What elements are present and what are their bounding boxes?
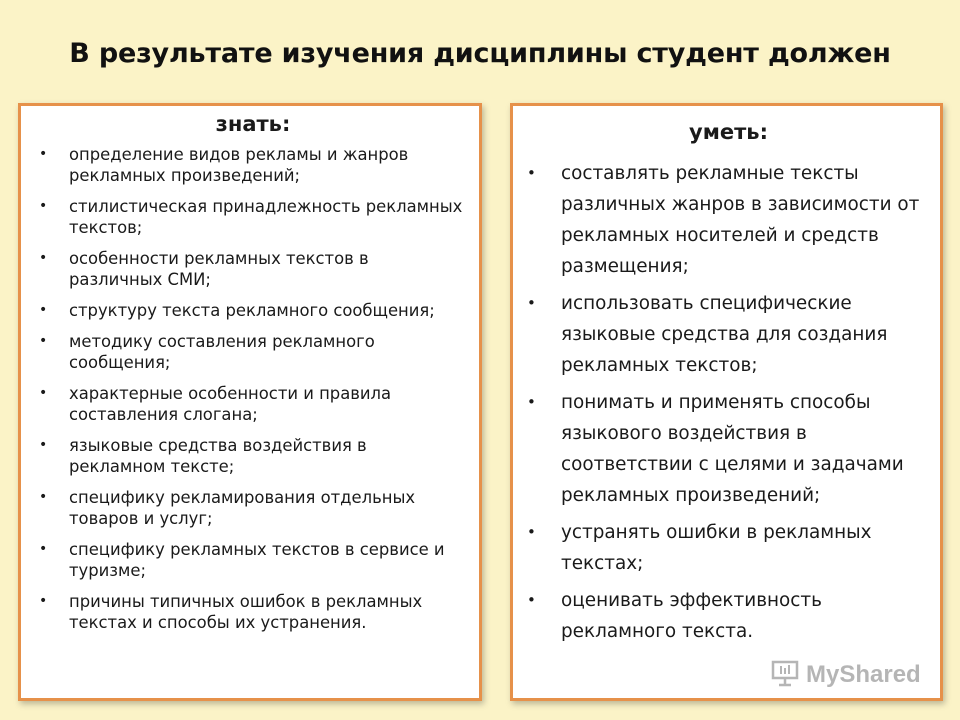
can-list-item	[527, 585, 930, 647]
know-item-text: особенности рекламных текстов в различных СМИ;	[69, 249, 369, 289]
presentation-board-icon	[770, 658, 800, 692]
know-list-item	[39, 331, 467, 373]
bullet-icon: •	[527, 523, 536, 541]
bullet-icon: •	[39, 302, 48, 318]
can-list-item	[527, 288, 930, 381]
bullet-icon: •	[527, 393, 536, 411]
can-list	[527, 158, 930, 647]
bullet-icon: •	[527, 294, 536, 312]
know-list-item	[39, 248, 467, 290]
bullet-icon: •	[39, 333, 48, 349]
know-item-text: специфику рекламных текстов в сервисе и туризме;	[69, 540, 445, 580]
know-heading: знать:	[215, 112, 291, 136]
know-list-item	[39, 591, 467, 633]
bullet-icon: •	[39, 250, 48, 266]
watermark-text: MyShared	[806, 661, 921, 688]
know-list-item	[39, 144, 467, 186]
bullet-icon: •	[39, 489, 48, 505]
know-list-item	[39, 435, 467, 477]
know-item-text: специфику рекламирования отдельных товаров и услуг;	[69, 488, 416, 528]
bullet-icon: •	[39, 437, 48, 453]
know-item-text: методику составления рекламного сообщения;	[69, 332, 375, 372]
can-item-text: понимать и применять способы языкового воздействия в соответствии с целями и задачами рекламных произведений;	[561, 392, 904, 506]
know-item-text: характерные особенности и правила составления слогана;	[69, 384, 392, 424]
can-item-text: устранять ошибки в рекламных текстах;	[561, 522, 872, 574]
bullet-icon: •	[39, 385, 48, 401]
can-list-item	[527, 517, 930, 579]
bullet-icon: •	[527, 591, 536, 609]
can-heading: уметь:	[689, 120, 768, 144]
know-item-text: причины типичных ошибок в рекламных текстах и способы их устранения.	[69, 592, 423, 632]
can-item-text: составлять рекламные тексты различных жанров в зависимости от рекламных носителей и средств размещения;	[561, 163, 920, 277]
know-list-item	[39, 383, 467, 425]
can-list-item	[527, 158, 930, 282]
bullet-icon: •	[527, 164, 536, 182]
bullet-icon: •	[39, 198, 48, 214]
can-list-item	[527, 387, 930, 511]
slide-title: В результате изучения дисциплины студент должен	[69, 38, 891, 69]
bullet-icon: •	[39, 146, 48, 162]
bullet-icon: •	[39, 593, 48, 609]
know-list-item	[39, 300, 467, 321]
bullet-icon: •	[39, 541, 48, 557]
know-list-item	[39, 487, 467, 529]
know-panel	[18, 103, 482, 701]
can-panel	[510, 103, 943, 701]
know-list-item	[39, 539, 467, 581]
know-item-text: языковые средства воздействия в рекламном тексте;	[69, 436, 367, 476]
can-item-text: оценивать эффективность рекламного текста.	[561, 590, 822, 642]
can-item-text: использовать специфические языковые средства для создания рекламных текстов;	[561, 293, 888, 376]
know-item-text: стилистическая принадлежность рекламных текстов;	[69, 197, 463, 237]
know-list-item	[39, 196, 467, 238]
watermark	[770, 658, 921, 692]
know-item-text: определение видов рекламы и жанров рекламных произведений;	[69, 145, 409, 185]
know-item-text: структуру текста рекламного сообщения;	[69, 301, 435, 320]
know-list	[39, 144, 467, 633]
